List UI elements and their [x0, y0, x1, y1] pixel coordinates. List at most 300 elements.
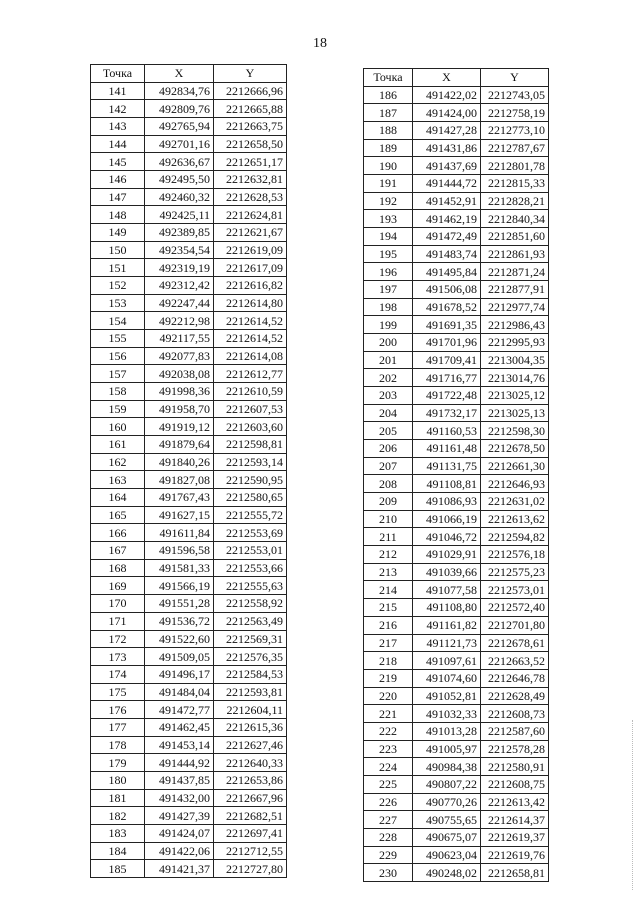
point-number-cell: 194 [364, 228, 413, 246]
x-coordinate-cell: 491160,53 [413, 422, 481, 440]
table-row [91, 436, 287, 454]
point-number-cell: 141 [91, 82, 145, 100]
table-row [91, 559, 287, 577]
y-coordinate-cell: 2212614,52 [214, 330, 287, 348]
point-number-cell: 218 [364, 652, 413, 670]
table-row [364, 192, 549, 210]
y-coordinate-cell: 2212621,67 [214, 224, 287, 242]
x-coordinate-cell: 491452,91 [413, 192, 481, 210]
x-coordinate-cell: 491958,70 [145, 400, 214, 418]
point-number-cell: 187 [364, 104, 413, 122]
header-x: X [413, 69, 481, 87]
x-coordinate-cell: 491431,86 [413, 139, 481, 157]
point-number-cell: 225 [364, 775, 413, 793]
table-row [91, 135, 287, 153]
x-coordinate-cell: 491121,73 [413, 634, 481, 652]
point-number-cell: 152 [91, 277, 145, 295]
table-row [364, 687, 549, 705]
x-coordinate-cell: 491077,58 [413, 581, 481, 599]
x-coordinate-cell: 492354,54 [145, 241, 214, 259]
x-coordinate-cell: 490755,65 [413, 811, 481, 829]
x-coordinate-cell: 491522,60 [145, 630, 214, 648]
point-number-cell: 166 [91, 524, 145, 542]
point-number-cell: 169 [91, 577, 145, 595]
y-coordinate-cell: 2212682,51 [214, 807, 287, 825]
point-number-cell: 171 [91, 612, 145, 630]
y-coordinate-cell: 2212665,88 [214, 100, 287, 118]
table-row [91, 82, 287, 100]
point-number-cell: 172 [91, 630, 145, 648]
table-row [364, 634, 549, 652]
table-row [364, 263, 549, 281]
table-row [91, 842, 287, 860]
y-coordinate-cell: 2212678,50 [481, 440, 549, 458]
y-coordinate-cell: 2212555,72 [214, 506, 287, 524]
table-row [91, 100, 287, 118]
x-coordinate-cell: 492495,50 [145, 171, 214, 189]
y-coordinate-cell: 2212801,78 [481, 157, 549, 175]
y-coordinate-cell: 2212580,65 [214, 489, 287, 507]
y-coordinate-cell: 2212572,40 [481, 599, 549, 617]
coordinates-table-left [90, 64, 287, 878]
table-row [364, 139, 549, 157]
x-coordinate-cell: 491581,33 [145, 559, 214, 577]
y-coordinate-cell: 2212569,31 [214, 630, 287, 648]
x-coordinate-cell: 491691,35 [413, 316, 481, 334]
x-coordinate-cell: 492117,55 [145, 330, 214, 348]
x-coordinate-cell: 491437,85 [145, 771, 214, 789]
y-coordinate-cell: 2212553,01 [214, 542, 287, 560]
y-coordinate-cell: 2213004,35 [481, 351, 549, 369]
point-number-cell: 216 [364, 616, 413, 634]
table-row [91, 277, 287, 295]
point-number-cell: 177 [91, 718, 145, 736]
table-row [91, 824, 287, 842]
x-coordinate-cell: 491424,07 [145, 824, 214, 842]
x-coordinate-cell: 491472,77 [145, 701, 214, 719]
point-number-cell: 202 [364, 369, 413, 387]
y-coordinate-cell: 2212851,60 [481, 228, 549, 246]
point-number-cell: 154 [91, 312, 145, 330]
table-row [364, 828, 549, 846]
y-coordinate-cell: 2212653,86 [214, 771, 287, 789]
table-row [91, 701, 287, 719]
x-coordinate-cell: 491097,61 [413, 652, 481, 670]
point-number-cell: 219 [364, 669, 413, 687]
table-row [91, 365, 287, 383]
point-number-cell: 223 [364, 740, 413, 758]
y-coordinate-cell: 2212712,55 [214, 842, 287, 860]
table-row [91, 489, 287, 507]
x-coordinate-cell: 491432,00 [145, 789, 214, 807]
y-coordinate-cell: 2212619,09 [214, 241, 287, 259]
y-coordinate-cell: 2212727,80 [214, 860, 287, 878]
x-coordinate-cell: 491627,15 [145, 506, 214, 524]
y-coordinate-cell: 2212598,30 [481, 422, 549, 440]
table-row [364, 846, 549, 864]
point-number-cell: 182 [91, 807, 145, 825]
x-coordinate-cell: 492765,94 [145, 118, 214, 136]
y-coordinate-cell: 2212773,10 [481, 122, 549, 140]
point-number-cell: 162 [91, 453, 145, 471]
x-coordinate-cell: 491108,80 [413, 599, 481, 617]
x-coordinate-cell: 491472,49 [413, 228, 481, 246]
table-row [91, 595, 287, 613]
x-coordinate-cell: 491052,81 [413, 687, 481, 705]
x-coordinate-cell: 492460,32 [145, 188, 214, 206]
y-coordinate-cell: 2212663,75 [214, 118, 287, 136]
table-row [364, 351, 549, 369]
y-coordinate-cell: 2212758,19 [481, 104, 549, 122]
x-coordinate-cell: 491998,36 [145, 383, 214, 401]
table-row [91, 241, 287, 259]
table-row [364, 175, 549, 193]
table-row [91, 400, 287, 418]
point-number-cell: 205 [364, 422, 413, 440]
point-number-cell: 153 [91, 294, 145, 312]
y-coordinate-cell: 2212613,42 [481, 793, 549, 811]
y-coordinate-cell: 2212573,01 [481, 581, 549, 599]
point-number-cell: 158 [91, 383, 145, 401]
table-row [91, 665, 287, 683]
table-row [364, 705, 549, 723]
x-coordinate-cell: 491046,72 [413, 528, 481, 546]
point-number-cell: 203 [364, 387, 413, 405]
point-number-cell: 165 [91, 506, 145, 524]
table-row [364, 369, 549, 387]
x-coordinate-cell: 491611,84 [145, 524, 214, 542]
x-coordinate-cell: 491701,96 [413, 334, 481, 352]
x-coordinate-cell: 491161,82 [413, 616, 481, 634]
header-x: X [145, 65, 214, 83]
y-coordinate-cell: 2212558,92 [214, 595, 287, 613]
y-coordinate-cell: 2212587,60 [481, 722, 549, 740]
point-number-cell: 204 [364, 404, 413, 422]
x-coordinate-cell: 492809,76 [145, 100, 214, 118]
table-row [91, 577, 287, 595]
x-coordinate-cell: 491551,28 [145, 595, 214, 613]
table-row [364, 316, 549, 334]
table-row [91, 542, 287, 560]
x-coordinate-cell: 492834,76 [145, 82, 214, 100]
y-coordinate-cell: 2212603,60 [214, 418, 287, 436]
point-number-cell: 224 [364, 758, 413, 776]
point-number-cell: 230 [364, 864, 413, 882]
x-coordinate-cell: 491879,64 [145, 436, 214, 454]
point-number-cell: 226 [364, 793, 413, 811]
x-coordinate-cell: 491108,81 [413, 475, 481, 493]
point-number-cell: 229 [364, 846, 413, 864]
y-coordinate-cell: 2212604,11 [214, 701, 287, 719]
table-row [364, 758, 549, 776]
y-coordinate-cell: 2212619,37 [481, 828, 549, 846]
table-row [364, 228, 549, 246]
x-coordinate-cell: 491032,33 [413, 705, 481, 723]
table-row [364, 422, 549, 440]
coordinates-table-right [363, 68, 549, 882]
x-coordinate-cell: 491422,02 [413, 86, 481, 104]
y-coordinate-cell: 2212584,53 [214, 665, 287, 683]
point-number-cell: 196 [364, 263, 413, 281]
point-number-cell: 179 [91, 754, 145, 772]
x-coordinate-cell: 491709,41 [413, 351, 481, 369]
y-coordinate-cell: 2212628,49 [481, 687, 549, 705]
point-number-cell: 164 [91, 489, 145, 507]
table-header-row [364, 69, 549, 87]
x-coordinate-cell: 492389,85 [145, 224, 214, 242]
x-coordinate-cell: 491005,97 [413, 740, 481, 758]
y-coordinate-cell: 2212640,33 [214, 754, 287, 772]
y-coordinate-cell: 2212593,14 [214, 453, 287, 471]
table-row [91, 630, 287, 648]
y-coordinate-cell: 2212593,81 [214, 683, 287, 701]
point-number-cell: 193 [364, 210, 413, 228]
table-row [364, 104, 549, 122]
point-number-cell: 211 [364, 528, 413, 546]
x-coordinate-cell: 491427,28 [413, 122, 481, 140]
table-row [364, 599, 549, 617]
table-row [91, 860, 287, 878]
point-number-cell: 160 [91, 418, 145, 436]
point-number-cell: 144 [91, 135, 145, 153]
point-number-cell: 151 [91, 259, 145, 277]
table-row [364, 86, 549, 104]
x-coordinate-cell: 491919,12 [145, 418, 214, 436]
table-row [364, 793, 549, 811]
table-row [364, 811, 549, 829]
y-coordinate-cell: 2212614,80 [214, 294, 287, 312]
table-row [364, 775, 549, 793]
y-coordinate-cell: 2212646,93 [481, 475, 549, 493]
point-number-cell: 215 [364, 599, 413, 617]
point-number-cell: 183 [91, 824, 145, 842]
point-number-cell: 147 [91, 188, 145, 206]
table-row [91, 471, 287, 489]
point-number-cell: 168 [91, 559, 145, 577]
x-coordinate-cell: 491444,92 [145, 754, 214, 772]
x-coordinate-cell: 491462,19 [413, 210, 481, 228]
point-number-cell: 200 [364, 334, 413, 352]
x-coordinate-cell: 491840,26 [145, 453, 214, 471]
point-number-cell: 217 [364, 634, 413, 652]
table-row [364, 457, 549, 475]
x-coordinate-cell: 491161,48 [413, 440, 481, 458]
point-number-cell: 209 [364, 493, 413, 511]
y-coordinate-cell: 2212861,93 [481, 245, 549, 263]
table-row [91, 171, 287, 189]
x-coordinate-cell: 490623,04 [413, 846, 481, 864]
table-row [364, 245, 549, 263]
y-coordinate-cell: 2212977,74 [481, 298, 549, 316]
x-coordinate-cell: 492247,44 [145, 294, 214, 312]
y-coordinate-cell: 2212871,24 [481, 263, 549, 281]
point-number-cell: 159 [91, 400, 145, 418]
y-coordinate-cell: 2212632,81 [214, 171, 287, 189]
x-coordinate-cell: 491422,06 [145, 842, 214, 860]
y-coordinate-cell: 2212628,53 [214, 188, 287, 206]
y-coordinate-cell: 2212614,37 [481, 811, 549, 829]
x-coordinate-cell: 492077,83 [145, 347, 214, 365]
x-coordinate-cell: 491444,72 [413, 175, 481, 193]
table-row [364, 581, 549, 599]
x-coordinate-cell: 491506,08 [413, 281, 481, 299]
point-number-cell: 197 [364, 281, 413, 299]
x-coordinate-cell: 490807,22 [413, 775, 481, 793]
y-coordinate-cell: 2213014,76 [481, 369, 549, 387]
header-point: Точка [364, 69, 413, 87]
table-row [364, 722, 549, 740]
x-coordinate-cell: 491453,14 [145, 736, 214, 754]
x-coordinate-cell: 491421,37 [145, 860, 214, 878]
y-coordinate-cell: 2212553,66 [214, 559, 287, 577]
y-coordinate-cell: 2212666,96 [214, 82, 287, 100]
y-coordinate-cell: 2212986,43 [481, 316, 549, 334]
point-number-cell: 191 [364, 175, 413, 193]
x-coordinate-cell: 491827,08 [145, 471, 214, 489]
x-coordinate-cell: 491029,91 [413, 546, 481, 564]
table-row [91, 347, 287, 365]
point-number-cell: 227 [364, 811, 413, 829]
point-number-cell: 212 [364, 546, 413, 564]
table-row [364, 669, 549, 687]
y-coordinate-cell: 2212563,49 [214, 612, 287, 630]
point-number-cell: 199 [364, 316, 413, 334]
point-number-cell: 181 [91, 789, 145, 807]
x-coordinate-cell: 491722,48 [413, 387, 481, 405]
table-row [91, 206, 287, 224]
y-coordinate-cell: 2212608,75 [481, 775, 549, 793]
table-row [364, 510, 549, 528]
x-coordinate-cell: 490248,02 [413, 864, 481, 882]
y-coordinate-cell: 2212877,91 [481, 281, 549, 299]
table-row [91, 153, 287, 171]
table-row [364, 334, 549, 352]
y-coordinate-cell: 2212613,62 [481, 510, 549, 528]
point-number-cell: 156 [91, 347, 145, 365]
y-coordinate-cell: 2212840,34 [481, 210, 549, 228]
table-row [91, 312, 287, 330]
x-coordinate-cell: 492038,08 [145, 365, 214, 383]
y-coordinate-cell: 2212678,61 [481, 634, 549, 652]
point-number-cell: 180 [91, 771, 145, 789]
table-row [364, 563, 549, 581]
point-number-cell: 188 [364, 122, 413, 140]
x-coordinate-cell: 490675,07 [413, 828, 481, 846]
y-coordinate-cell: 2212631,02 [481, 493, 549, 511]
y-coordinate-cell: 2212651,17 [214, 153, 287, 171]
table-row [91, 383, 287, 401]
table-row [91, 224, 287, 242]
table-row [91, 524, 287, 542]
header-y: Y [481, 69, 549, 87]
point-number-cell: 163 [91, 471, 145, 489]
x-coordinate-cell: 492212,98 [145, 312, 214, 330]
table-row [91, 188, 287, 206]
y-coordinate-cell: 2212610,59 [214, 383, 287, 401]
x-coordinate-cell: 491484,04 [145, 683, 214, 701]
y-coordinate-cell: 2212617,09 [214, 259, 287, 277]
x-coordinate-cell: 490984,38 [413, 758, 481, 776]
x-coordinate-cell: 492701,16 [145, 135, 214, 153]
table-row [91, 754, 287, 772]
point-number-cell: 222 [364, 722, 413, 740]
y-coordinate-cell: 2212612,77 [214, 365, 287, 383]
point-number-cell: 210 [364, 510, 413, 528]
y-coordinate-cell: 2212995,93 [481, 334, 549, 352]
point-number-cell: 190 [364, 157, 413, 175]
point-number-cell: 206 [364, 440, 413, 458]
y-coordinate-cell: 2212590,95 [214, 471, 287, 489]
x-coordinate-cell: 492425,11 [145, 206, 214, 224]
y-coordinate-cell: 2212661,30 [481, 457, 549, 475]
table-row [91, 418, 287, 436]
table-row [364, 210, 549, 228]
table-header-row [91, 65, 287, 83]
x-coordinate-cell: 491509,05 [145, 648, 214, 666]
y-coordinate-cell: 2212614,52 [214, 312, 287, 330]
y-coordinate-cell: 2212616,82 [214, 277, 287, 295]
y-coordinate-cell: 2212658,50 [214, 135, 287, 153]
x-coordinate-cell: 491496,17 [145, 665, 214, 683]
y-coordinate-cell: 2212627,46 [214, 736, 287, 754]
point-number-cell: 178 [91, 736, 145, 754]
table-row [364, 546, 549, 564]
table-row [364, 298, 549, 316]
point-number-cell: 146 [91, 171, 145, 189]
table-row [91, 789, 287, 807]
point-number-cell: 208 [364, 475, 413, 493]
page-number: 18 [313, 36, 327, 51]
point-number-cell: 184 [91, 842, 145, 860]
point-number-cell: 170 [91, 595, 145, 613]
y-coordinate-cell: 2212553,69 [214, 524, 287, 542]
y-coordinate-cell: 2213025,13 [481, 404, 549, 422]
point-number-cell: 176 [91, 701, 145, 719]
y-coordinate-cell: 2213025,12 [481, 387, 549, 405]
point-number-cell: 161 [91, 436, 145, 454]
y-coordinate-cell: 2212555,63 [214, 577, 287, 595]
x-coordinate-cell: 491074,60 [413, 669, 481, 687]
point-number-cell: 195 [364, 245, 413, 263]
header-y: Y [214, 65, 287, 83]
x-coordinate-cell: 491066,19 [413, 510, 481, 528]
point-number-cell: 189 [364, 139, 413, 157]
point-number-cell: 148 [91, 206, 145, 224]
table-row [364, 281, 549, 299]
point-number-cell: 150 [91, 241, 145, 259]
x-coordinate-cell: 491716,77 [413, 369, 481, 387]
x-coordinate-cell: 491495,84 [413, 263, 481, 281]
point-number-cell: 192 [364, 192, 413, 210]
y-coordinate-cell: 2212646,78 [481, 669, 549, 687]
table-row [91, 506, 287, 524]
header-point: Точка [91, 65, 145, 83]
table-row [91, 718, 287, 736]
point-number-cell: 207 [364, 457, 413, 475]
x-coordinate-cell: 491483,74 [413, 245, 481, 263]
point-number-cell: 201 [364, 351, 413, 369]
table-row [91, 612, 287, 630]
point-number-cell: 228 [364, 828, 413, 846]
y-coordinate-cell: 2212575,23 [481, 563, 549, 581]
x-coordinate-cell: 492636,67 [145, 153, 214, 171]
x-coordinate-cell: 491427,39 [145, 807, 214, 825]
y-coordinate-cell: 2212615,36 [214, 718, 287, 736]
table-row [364, 652, 549, 670]
table-row [364, 387, 549, 405]
table-row [364, 122, 549, 140]
x-coordinate-cell: 491596,58 [145, 542, 214, 560]
